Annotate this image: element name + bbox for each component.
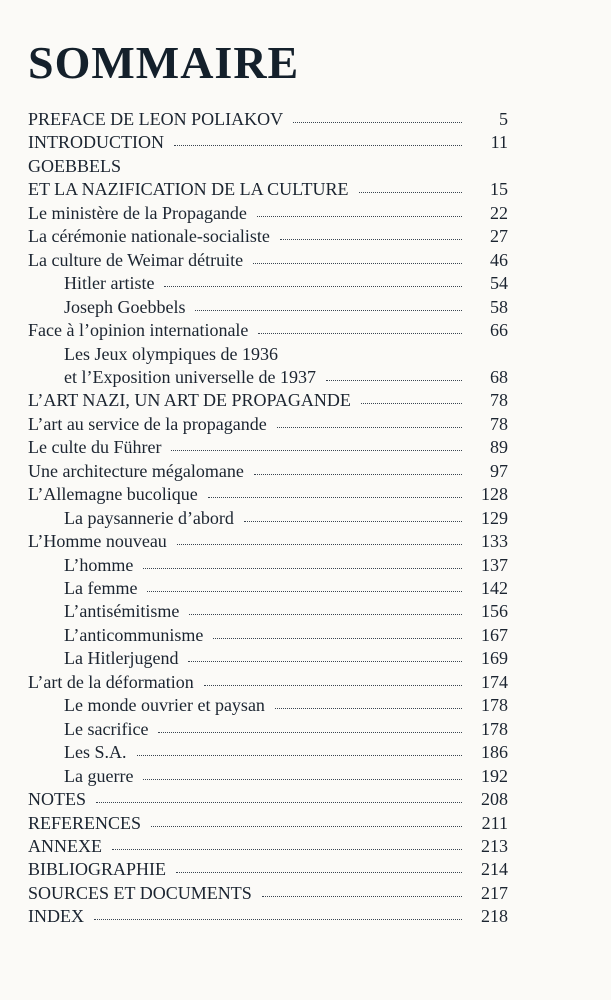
- toc-entry-label: BIBLIOGRAPHIE: [28, 857, 172, 881]
- toc-entry-page-number: 214: [481, 859, 508, 880]
- dot-leader: [96, 802, 462, 803]
- toc-entry: [28, 224, 508, 248]
- toc-entry-page-number: 186: [481, 742, 508, 763]
- dot-leader: [137, 755, 462, 756]
- toc-entry-page-number: 167: [481, 624, 508, 645]
- toc-entry-page-number: 174: [481, 671, 508, 692]
- toc-entry-label: et l’Exposition universelle de 1937: [28, 365, 322, 389]
- toc-entry-page-number: 66: [490, 320, 508, 341]
- dot-leader: [177, 544, 462, 545]
- dot-leader: [277, 427, 462, 428]
- toc-entry-label: SOURCES ET DOCUMENTS: [28, 881, 258, 905]
- dot-leader: [258, 333, 462, 334]
- toc-entry-label: NOTES: [28, 787, 92, 811]
- toc-entry: [28, 435, 508, 459]
- toc-entry: [28, 811, 508, 835]
- dot-leader: [112, 849, 462, 850]
- toc-entry-page-number: 78: [490, 390, 508, 411]
- toc-entry-label: L’antisémitisme: [28, 599, 185, 623]
- toc-entry-label: Les Jeux olympiques de 1936: [28, 342, 284, 366]
- dot-leader: [151, 826, 462, 827]
- toc-entry-label: L’art de la déformation: [28, 670, 200, 694]
- dot-leader: [361, 403, 462, 404]
- toc-entry-label: La Hitlerjugend: [28, 646, 184, 670]
- toc-entry: [28, 857, 508, 881]
- dot-leader: [257, 216, 462, 217]
- dot-leader: [94, 919, 462, 920]
- toc-entry-label: ET LA NAZIFICATION DE LA CULTURE: [28, 177, 355, 201]
- toc-entry: [28, 130, 508, 154]
- toc-entry-label: L’anticommunisme: [28, 623, 209, 647]
- toc-entry-page-number: 217: [481, 882, 508, 903]
- toc-entry-label: La cérémonie nationale-socialiste: [28, 224, 276, 248]
- dot-leader: [188, 661, 462, 662]
- toc-entry-page-number: 178: [481, 718, 508, 739]
- dot-leader: [253, 263, 462, 264]
- toc-entry-label: L’Homme nouveau: [28, 529, 173, 553]
- toc-entry-page-number: 178: [481, 695, 508, 716]
- toc-entry-label: GOEBBELS: [28, 154, 127, 178]
- toc-entry: [28, 318, 508, 342]
- toc-entry: [28, 529, 508, 553]
- toc-entry: [28, 670, 508, 694]
- toc-entry-label: Joseph Goebbels: [28, 295, 191, 319]
- toc-entry-label: L’homme: [28, 553, 139, 577]
- toc-entry-page-number: 22: [490, 202, 508, 223]
- dot-leader: [195, 310, 462, 311]
- toc-entry: [28, 623, 508, 647]
- toc-entry: [28, 740, 508, 764]
- toc-entry: [28, 693, 508, 717]
- toc-entry-label: La paysannerie d’abord: [28, 506, 240, 530]
- toc-entry-page-number: 97: [490, 460, 508, 481]
- toc-entry-label: Le sacrifice: [28, 717, 154, 741]
- toc-entry-page-number: 169: [481, 648, 508, 669]
- toc-entry: [28, 248, 508, 272]
- dot-leader: [254, 474, 462, 475]
- toc-entry-page-number: 208: [481, 789, 508, 810]
- toc-entry: [28, 881, 508, 905]
- toc-entry-page-number: 46: [490, 249, 508, 270]
- dot-leader: [293, 122, 462, 123]
- toc-entry: [28, 764, 508, 788]
- toc-entry: [28, 646, 508, 670]
- toc-entry: [28, 482, 508, 506]
- dot-leader: [158, 732, 462, 733]
- toc-entry-page-number: 142: [481, 578, 508, 598]
- toc-entry-label: L’art au service de la propagande: [28, 412, 273, 436]
- toc-entry: [28, 177, 508, 201]
- dot-leader: [147, 591, 462, 592]
- toc-entry-label: Le ministère de la Propagande: [28, 201, 253, 225]
- toc-entry-label: Les S.A.: [28, 740, 133, 764]
- toc-entry-label: ANNEXE: [28, 834, 108, 858]
- toc-entry-label: L’ART NAZI, UN ART DE PROPAGANDE: [28, 388, 357, 412]
- toc-entry: [28, 342, 508, 366]
- dot-leader: [213, 638, 462, 639]
- toc-entry-page-number: 137: [481, 554, 508, 575]
- toc-entry-page-number: 78: [490, 413, 508, 434]
- toc-entry: [28, 834, 508, 858]
- toc-entry: [28, 576, 508, 600]
- toc-entry: [28, 201, 508, 225]
- toc-entry-page-number: 133: [481, 531, 508, 552]
- toc-entry-label: INDEX: [28, 904, 90, 928]
- dot-leader: [176, 872, 462, 873]
- dot-leader: [208, 497, 462, 498]
- toc-entry-label: Le monde ouvrier et paysan: [28, 693, 271, 717]
- toc-entry-label: La femme: [28, 576, 143, 600]
- toc-entry: [28, 904, 508, 928]
- toc-entry: [28, 412, 508, 436]
- dot-leader: [171, 450, 462, 451]
- toc-entry-label: L’Allemagne bucolique: [28, 482, 204, 506]
- dot-leader: [275, 708, 462, 709]
- toc-entry-page-number: 213: [481, 835, 508, 856]
- toc-entry: [28, 506, 508, 530]
- toc-entry-label: PREFACE DE LEON POLIAKOV: [28, 107, 289, 131]
- toc-entry-page-number: 15: [490, 179, 508, 200]
- dot-leader: [143, 779, 462, 780]
- toc-entry-label: Face à l’opinion internationale: [28, 318, 254, 342]
- dot-leader: [189, 614, 462, 615]
- toc-entry-page-number: 192: [481, 765, 508, 786]
- toc-entry: [28, 107, 508, 131]
- toc-entry-page-number: 156: [481, 601, 508, 622]
- toc-entry: [28, 553, 508, 577]
- toc-entry-page-number: 58: [490, 296, 508, 317]
- toc-entry: [28, 599, 508, 623]
- dot-leader: [204, 685, 462, 686]
- dot-leader: [280, 239, 462, 240]
- toc-entry: [28, 388, 508, 412]
- toc-entry-label: La culture de Weimar détruite: [28, 248, 249, 272]
- toc-entry: [28, 459, 508, 483]
- dot-leader: [262, 896, 462, 897]
- toc-entry-page-number: 89: [490, 437, 508, 458]
- toc-entry: [28, 787, 508, 811]
- toc-entry-page-number: 218: [481, 906, 508, 927]
- toc-entry: [28, 717, 508, 741]
- toc-entry-page-number: 68: [490, 366, 508, 387]
- toc-entry-page-number: 27: [490, 226, 508, 247]
- toc-entry: [28, 154, 508, 178]
- toc-entry-page-number: 11: [490, 132, 508, 153]
- dot-leader: [244, 521, 462, 522]
- toc-entry-page-number: 54: [490, 273, 508, 294]
- dot-leader: [164, 286, 462, 287]
- toc-entry-label: Hitler artiste: [28, 271, 160, 295]
- toc-entry: [28, 365, 508, 389]
- toc-entry-label: La guerre: [28, 764, 139, 788]
- toc-entry-label: Une architecture mégalomane: [28, 459, 250, 483]
- toc-entry-page-number: 128: [481, 484, 508, 505]
- toc-entry-page-number: 5: [499, 109, 508, 129]
- toc-entry: [28, 271, 508, 295]
- dot-leader: [326, 380, 462, 381]
- toc-entry-page-number: 211: [481, 812, 508, 833]
- toc-entry-label: Le culte du Führer: [28, 435, 167, 459]
- dot-leader: [174, 145, 462, 146]
- dot-leader: [359, 192, 462, 193]
- toc-entry: [28, 295, 508, 319]
- page-title: SOMMAIRE: [28, 37, 300, 88]
- toc-entry-label: REFERENCES: [28, 811, 147, 835]
- toc-entry-label: INTRODUCTION: [28, 130, 170, 154]
- dot-leader: [143, 568, 462, 569]
- toc-entry-page-number: 129: [481, 507, 508, 528]
